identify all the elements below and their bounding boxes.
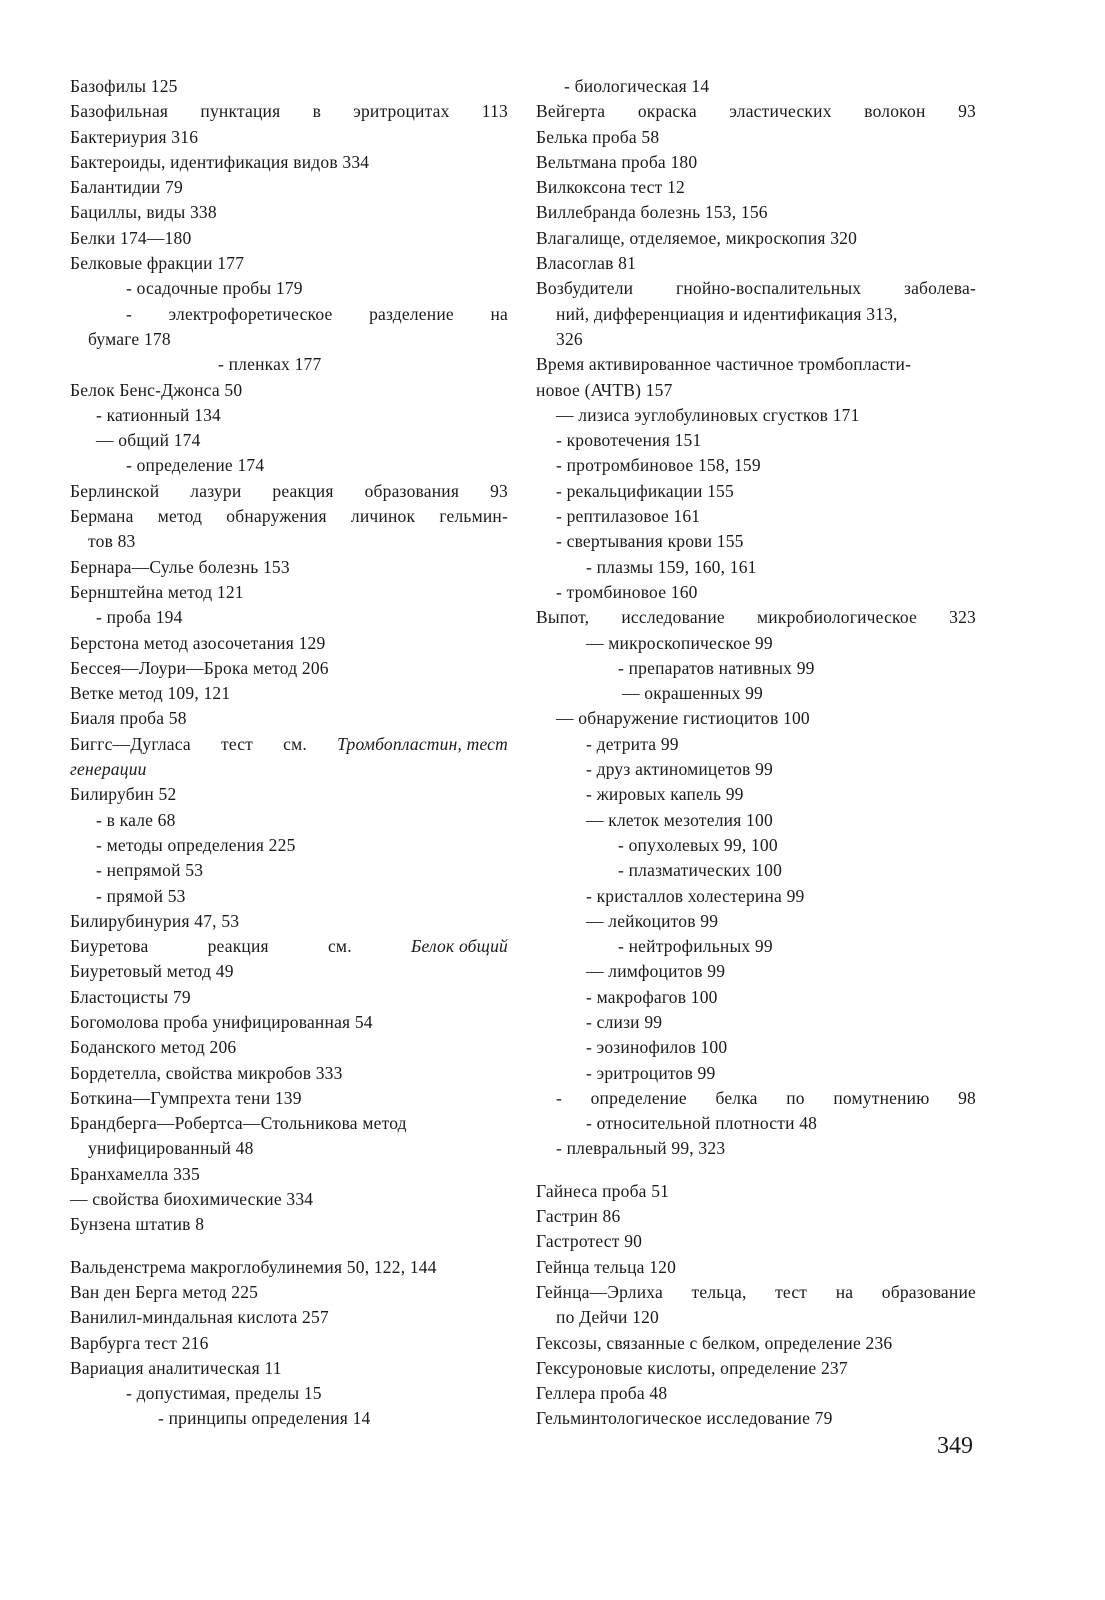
index-entry-lead: Биггс—Дугласа bbox=[70, 733, 191, 754]
index-subentry: - методы определения 225 bbox=[96, 834, 296, 855]
index-subentry: - кристаллов холестерина 99 bbox=[586, 885, 805, 906]
index-entry: Ветке метод 109, 121 bbox=[70, 683, 231, 704]
index-subentry: - свертывания крови 155 bbox=[556, 531, 744, 552]
index-column-right bbox=[536, 74, 976, 1432]
index-subentry: — лейкоцитов 99 bbox=[586, 910, 719, 931]
index-subentry: — свойства биохимические 334 bbox=[70, 1189, 314, 1210]
index-subentry: - эозинофилов 100 bbox=[586, 1037, 728, 1058]
index-entry: Вилкоксона тест 12 bbox=[536, 177, 685, 198]
index-subentry: - тромбиновое 160 bbox=[556, 581, 698, 602]
index-entry: Белок Бенс-Джонса 50 bbox=[70, 379, 243, 400]
index-see-label: см. bbox=[327, 936, 352, 957]
index-subentry: - эритроцитов 99 bbox=[586, 1062, 716, 1083]
index-subentry: - рекальцификации 155 bbox=[556, 480, 734, 501]
index-entry: Биаля проба 58 bbox=[70, 708, 187, 729]
index-subentry: - определение белка по помутнению 98 bbox=[556, 1087, 976, 1108]
index-entry: Выпот, исследование микробиологическое 323 bbox=[536, 607, 976, 628]
index-entry: Базофильная пунктация в эритроцитах 113 bbox=[70, 101, 508, 122]
index-subentry: - прямой 53 bbox=[96, 885, 186, 906]
index-entry-word: реакция bbox=[207, 936, 269, 957]
index-entry: Бластоцисты 79 bbox=[70, 986, 191, 1007]
index-entry-continuation: унифицированный 48 bbox=[88, 1138, 254, 1159]
index-entry-continuation: тов 83 bbox=[88, 531, 136, 552]
index-subentry: - проба 194 bbox=[96, 607, 183, 628]
index-subentry: - плазматических 100 bbox=[618, 860, 783, 881]
index-entry-word: тест bbox=[220, 733, 254, 754]
index-entry-with-reference bbox=[70, 732, 508, 757]
index-entry: Билирубинурия 47, 53 bbox=[70, 910, 240, 931]
index-subentry: - детрита 99 bbox=[586, 733, 679, 754]
index-entry: Бернштейна метод 121 bbox=[70, 581, 244, 602]
index-entry: Вальденстрема макроглобулинемия 50, 122, 144 bbox=[70, 1256, 437, 1277]
index-subentry: - друз актиномицетов 99 bbox=[586, 759, 773, 780]
index-entry: Ванилил-миндальная кислота 257 bbox=[70, 1307, 329, 1328]
index-entry: Виллебранда болезнь 153, 156 bbox=[536, 202, 768, 223]
index-entry: Берлинской лазури реакция образования 93 bbox=[70, 480, 508, 501]
index-subentry: - макрофагов 100 bbox=[586, 986, 718, 1007]
index-subentry: - кровотечения 151 bbox=[556, 430, 702, 451]
index-subentry: - относительной плотности 48 bbox=[586, 1113, 818, 1134]
index-entry-continuation bbox=[70, 757, 508, 782]
index-entry: Балантидии 79 bbox=[70, 177, 183, 198]
index-subentry: - плазмы 159, 160, 161 bbox=[586, 556, 757, 577]
index-subentry: - препаратов нативных 99 bbox=[618, 657, 815, 678]
index-entry: Влагалище, отделяемое, микроскопия 320 bbox=[536, 227, 858, 248]
index-entry: Белька проба 58 bbox=[536, 126, 660, 147]
index-entry: Билирубин 52 bbox=[70, 784, 177, 805]
index-entry: Биуретовый метод 49 bbox=[70, 961, 234, 982]
index-entry-continuation: по Дейчи 120 bbox=[556, 1307, 659, 1328]
index-cross-reference: Белок общий bbox=[410, 936, 508, 957]
index-entry: Гельминтологическое исследование 79 bbox=[536, 1408, 833, 1429]
index-entry: Гейнца—Эрлиха тельца, тест на образование bbox=[536, 1281, 976, 1302]
index-subentry: — микроскопическое 99 bbox=[586, 632, 773, 653]
index-entry: Власоглав 81 bbox=[536, 253, 637, 274]
index-entry: Богомолова проба унифицированная 54 bbox=[70, 1011, 373, 1032]
index-entry: Гейнца тельца 120 bbox=[536, 1256, 677, 1277]
index-subentry: - непрямой 53 bbox=[96, 860, 204, 881]
index-subentry-continuation: бумаге 178 bbox=[88, 328, 171, 349]
index-subentry: — лизиса эуглобулиновых сгустков 171 bbox=[556, 404, 860, 425]
index-entry: Бактериурия 316 bbox=[70, 126, 199, 147]
index-entry: Бордетелла, свойства микробов 333 bbox=[70, 1062, 343, 1083]
index-entry: Геллера проба 48 bbox=[536, 1383, 668, 1404]
index-entry: Бернара—Сулье болезнь 153 bbox=[70, 556, 290, 577]
index-entry: Гексуроновые кислоты, определение 237 bbox=[536, 1357, 848, 1378]
index-subentry: - осадочные пробы 179 bbox=[126, 278, 303, 299]
index-column-left bbox=[70, 74, 508, 1432]
index-entry-continuation: ний, дифференциация и идентификация 313, bbox=[556, 303, 898, 324]
index-entry: Бранхамелла 335 bbox=[70, 1163, 200, 1184]
index-subentry: - нейтрофильных 99 bbox=[618, 936, 773, 957]
index-entry: Берстона метод азосочетания 129 bbox=[70, 632, 326, 653]
index-entry: Время активированное частичное тромбопласти- bbox=[536, 354, 912, 375]
index-entry: Бермана метод обнаружения личинок гельмин- bbox=[70, 506, 508, 527]
index-entry: Базофилы 125 bbox=[70, 76, 178, 96]
index-cross-reference: Тромбопластин, тест bbox=[337, 733, 508, 754]
index-entry: Белковые фракции 177 bbox=[70, 253, 245, 274]
letter-group-spacer bbox=[70, 1238, 508, 1255]
index-subentry: - плевральный 99, 323 bbox=[556, 1138, 726, 1159]
index-subentry: - пленках 177 bbox=[218, 354, 322, 375]
index-subentry: - протромбиновое 158, 159 bbox=[556, 455, 761, 476]
index-subentry: - электрофоретическое разделение на bbox=[126, 303, 508, 324]
index-entry: Бунзена штатив 8 bbox=[70, 1214, 205, 1235]
index-subentry: — клеток мезотелия 100 bbox=[586, 809, 773, 830]
index-entry: Боткина—Гумпрехта тени 139 bbox=[70, 1087, 302, 1108]
index-subentry: — лимфоцитов 99 bbox=[586, 961, 726, 982]
index-subentry: - допустимая, пределы 15 bbox=[126, 1383, 322, 1404]
index-entry: Гастрин 86 bbox=[536, 1206, 621, 1227]
index-entry-lead: Биуретова bbox=[70, 936, 149, 957]
index-entry-continuation: новое (АЧТВ) 157 bbox=[536, 379, 673, 400]
index-cross-reference-continuation: генерации bbox=[70, 759, 147, 780]
index-subentry: - в кале 68 bbox=[96, 809, 176, 830]
letter-group-spacer bbox=[536, 1162, 976, 1179]
index-entry: Бациллы, виды 338 bbox=[70, 202, 217, 223]
index-entry: Ван ден Берга метод 225 bbox=[70, 1281, 259, 1302]
index-subentry: — окрашенных 99 bbox=[622, 683, 764, 704]
index-subentry: - слизи 99 bbox=[586, 1011, 663, 1032]
index-entry: Гайнеса проба 51 bbox=[536, 1180, 670, 1201]
index-subentry: - опухолевых 99, 100 bbox=[618, 834, 778, 855]
index-entry: Вариация аналитическая 11 bbox=[70, 1357, 282, 1378]
index-entry: Гексозы, связанные с белком, определение 236 bbox=[536, 1332, 893, 1353]
index-entry: Вейгерта окраска эластических волокон 93 bbox=[536, 101, 976, 122]
index-entry: Бессея—Лоури—Брока метод 206 bbox=[70, 657, 329, 678]
index-entry: Варбурга тест 216 bbox=[70, 1332, 209, 1353]
index-see-label: см. bbox=[283, 733, 307, 754]
index-entry: Возбудители гнойно-воспалительных заболева- bbox=[536, 278, 976, 299]
index-subentry: — общий 174 bbox=[96, 430, 201, 451]
index-entry: Вельтмана проба 180 bbox=[536, 151, 698, 172]
index-entry: Бактероиды, идентификация видов 334 bbox=[70, 151, 370, 172]
index-subentry: - рептилазовое 161 bbox=[556, 506, 701, 527]
index-subentry: - биологическая 14 bbox=[564, 76, 710, 96]
index-subentry: - жировых капель 99 bbox=[586, 784, 744, 805]
page-number: 349 bbox=[937, 1433, 973, 1459]
index-subentry: - катионный 134 bbox=[96, 404, 221, 425]
index-entry-continuation: 326 bbox=[556, 328, 583, 349]
index-subentry: - определение 174 bbox=[126, 455, 265, 476]
index-subentry: — обнаружение гистиоцитов 100 bbox=[556, 708, 810, 729]
index-subentry: - принципы определения 14 bbox=[158, 1408, 371, 1429]
index-entry-with-reference bbox=[70, 934, 508, 959]
index-entry: Брандберга—Робертса—Стольникова метод bbox=[70, 1113, 407, 1134]
index-entry: Гастротест 90 bbox=[536, 1231, 643, 1252]
index-entry: Боданского метод 206 bbox=[70, 1037, 237, 1058]
index-entry: Белки 174—180 bbox=[70, 227, 192, 248]
